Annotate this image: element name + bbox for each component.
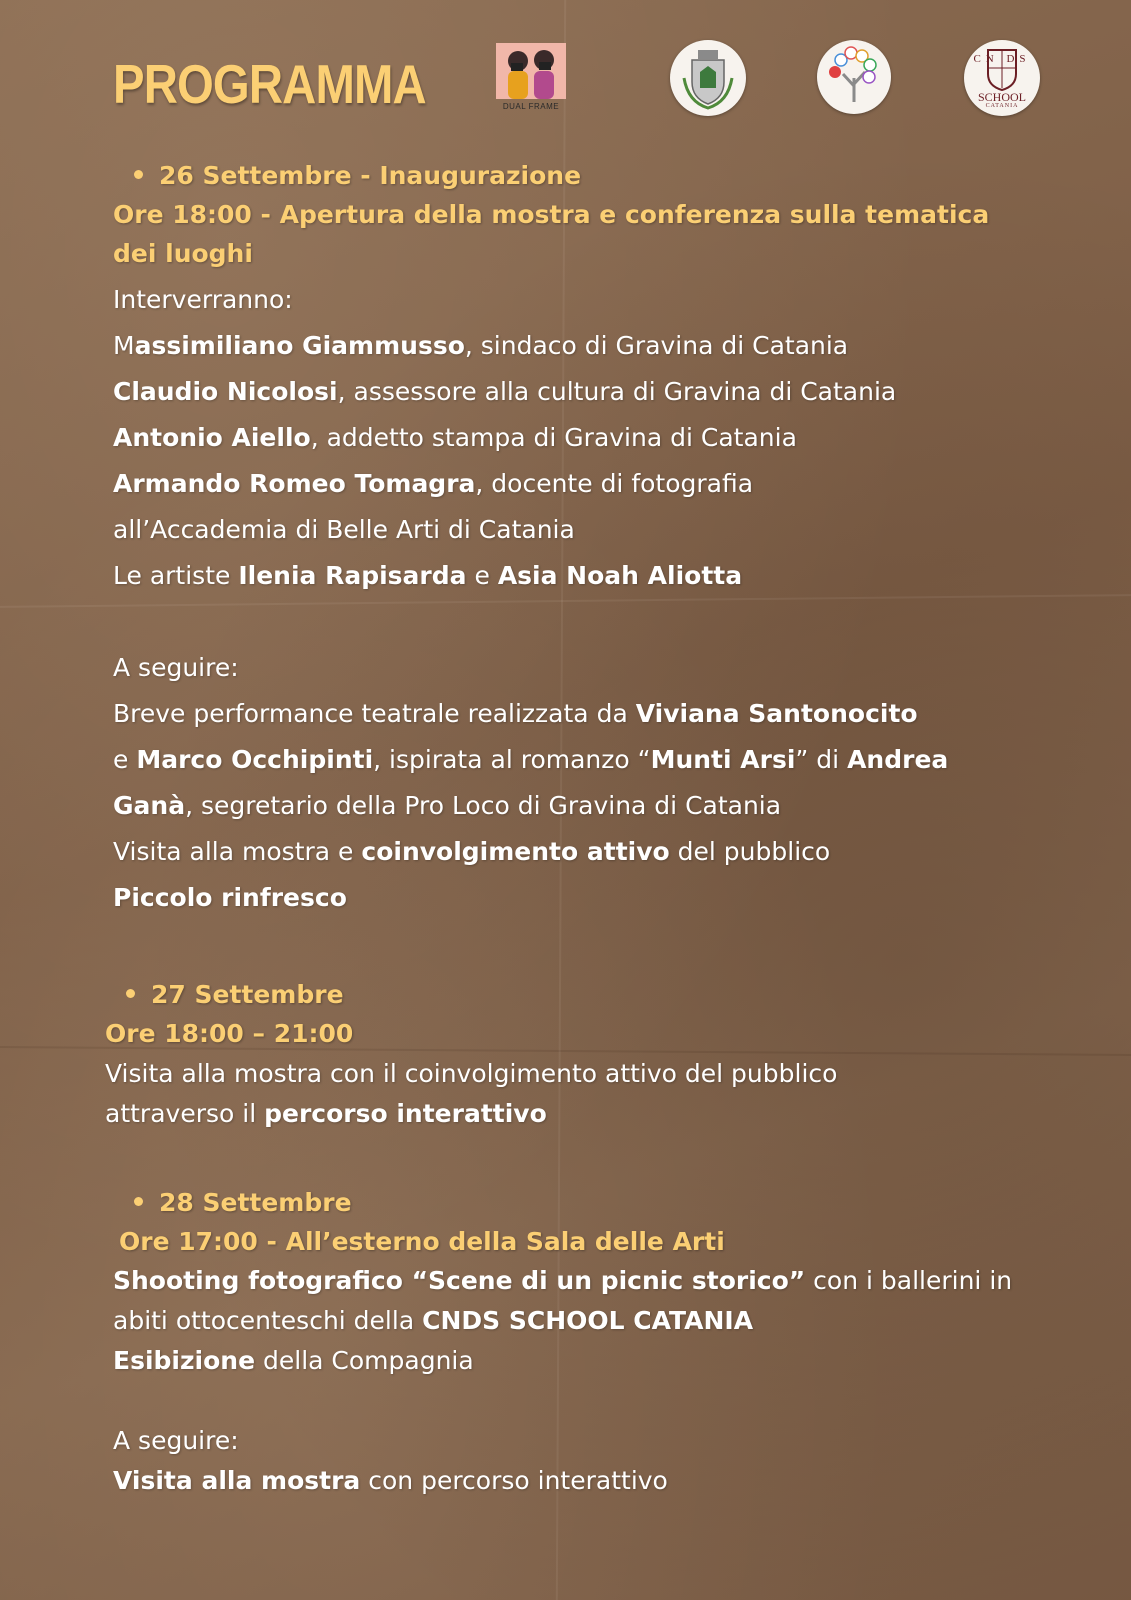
day1-heading-text: 26 Settembre - Inaugurazione — [159, 161, 582, 190]
day1-heading — [134, 161, 581, 190]
speaker-name: Claudio Nicolosi — [113, 377, 338, 406]
exhibition-title: Esibizione — [113, 1346, 256, 1375]
cnds-school-label: SCHOOL — [977, 90, 1026, 104]
page-title: PROGRAMMA — [113, 53, 426, 115]
artists-conjunction: e — [466, 561, 498, 590]
bullet-icon — [134, 170, 143, 179]
performer-name: Marco Occhipinti — [136, 745, 374, 774]
performance-line — [113, 699, 918, 728]
speaker-role: , assessore alla cultura di Gravina di Catania — [337, 377, 897, 406]
shooting-text: con i ballerini in — [805, 1266, 1013, 1295]
day3-time: Ore 17:00 - All’esterno della Sala delle Arti — [119, 1227, 725, 1256]
bullet-icon — [134, 1197, 143, 1206]
dual-frame-illustration-icon — [496, 43, 566, 99]
speaker-line — [113, 331, 848, 360]
comune-gravina-crest — [670, 40, 746, 116]
visit-line — [113, 837, 830, 866]
bullet-icon — [126, 989, 135, 998]
author-name: Andrea — [847, 745, 949, 774]
artists-prefix: Le artiste — [113, 561, 239, 590]
performance-text: Breve performance teatrale realizzata da — [113, 699, 636, 728]
paper-crease — [0, 594, 1131, 608]
dual-frame-caption: DUAL FRAME — [502, 102, 560, 111]
visit-highlight: coinvolgimento attivo — [361, 837, 670, 866]
novel-title: Munti Arsi — [650, 745, 796, 774]
day2-text: attraverso il — [105, 1099, 265, 1128]
day3-heading-text: 28 Settembre — [159, 1188, 352, 1217]
cnds-city-label: CATANIA — [985, 103, 1019, 109]
speaker-line — [113, 423, 797, 452]
cnds-letters: CN DS — [973, 53, 1031, 65]
performance-line — [113, 745, 948, 774]
visit-text: del pubblico — [669, 837, 831, 866]
artist-name: Asia Noah Aliotta — [497, 561, 743, 590]
day2-time: Ore 18:00 – 21:00 — [105, 1019, 354, 1048]
artists-line — [113, 561, 742, 590]
day2-highlight: percorso interattivo — [264, 1099, 547, 1128]
performance-line — [113, 791, 781, 820]
visit-text: Visita alla mostra e — [113, 837, 362, 866]
speaker-name: Antonio Aiello — [113, 423, 311, 452]
artist-name: Ilenia Rapisarda — [238, 561, 467, 590]
school-name: CNDS SCHOOL CATANIA — [422, 1306, 754, 1335]
crest-icon — [670, 40, 746, 116]
shooting-line — [113, 1306, 753, 1335]
shooting-text: abiti ottocenteschi della — [113, 1306, 423, 1335]
speaker-role: , docente di fotografia — [475, 469, 754, 498]
day3-follow: A seguire: — [113, 1426, 239, 1455]
exhibition-line — [113, 1346, 474, 1375]
dual-frame-logo — [493, 43, 569, 119]
day1-intro: Interverranno: — [113, 285, 293, 314]
author-name: Ganà — [113, 791, 186, 820]
visit-text: con percorso interattivo — [360, 1466, 668, 1495]
pro-loco-tree-icon — [817, 40, 891, 114]
day1-time-line1: Ore 18:00 - Apertura della mostra e conferenza sulla tematica — [113, 200, 990, 229]
speaker-line — [113, 469, 753, 498]
shooting-line — [113, 1266, 1012, 1295]
speaker-role-continued: all’Accademia di Belle Arti di Catania — [113, 515, 575, 544]
speaker-role: , sindaco di Gravina di Catania — [464, 331, 849, 360]
day2-line2 — [105, 1099, 547, 1128]
visit-highlight: Visita alla mostra — [113, 1466, 361, 1495]
day2-heading-text: 27 Settembre — [151, 980, 344, 1009]
pro-loco-gravina-logo — [817, 40, 891, 114]
cnds-school-logo — [964, 40, 1040, 116]
performance-text: , ispirata al romanzo “ — [373, 745, 651, 774]
day2-heading — [126, 980, 344, 1009]
day1-follow: A seguire: — [113, 653, 239, 682]
day2-line1: Visita alla mostra con il coinvolgimento attivo del pubblico — [105, 1059, 838, 1088]
day1-time-line2: dei luoghi — [113, 239, 253, 268]
refreshment-line: Piccolo rinfresco — [113, 883, 347, 912]
shooting-title: Shooting fotografico “Scene di un picnic storico” — [113, 1266, 806, 1295]
speaker-name: Armando Romeo Tomagra — [113, 469, 476, 498]
speaker-name: assimiliano Giammusso — [134, 331, 465, 360]
day3-visit-line — [113, 1466, 668, 1495]
performance-text: ” di — [795, 745, 848, 774]
speaker-role: , addetto stampa di Gravina di Catania — [310, 423, 797, 452]
speaker-initial: M — [113, 331, 135, 360]
performance-text: , segretario della Pro Loco di Gravina di Catania — [185, 791, 782, 820]
performer-name: Viviana Santonocito — [635, 699, 918, 728]
exhibition-text: della Compagnia — [255, 1346, 474, 1375]
performance-text: e — [113, 745, 137, 774]
speaker-line — [113, 377, 896, 406]
day3-heading — [134, 1188, 352, 1217]
